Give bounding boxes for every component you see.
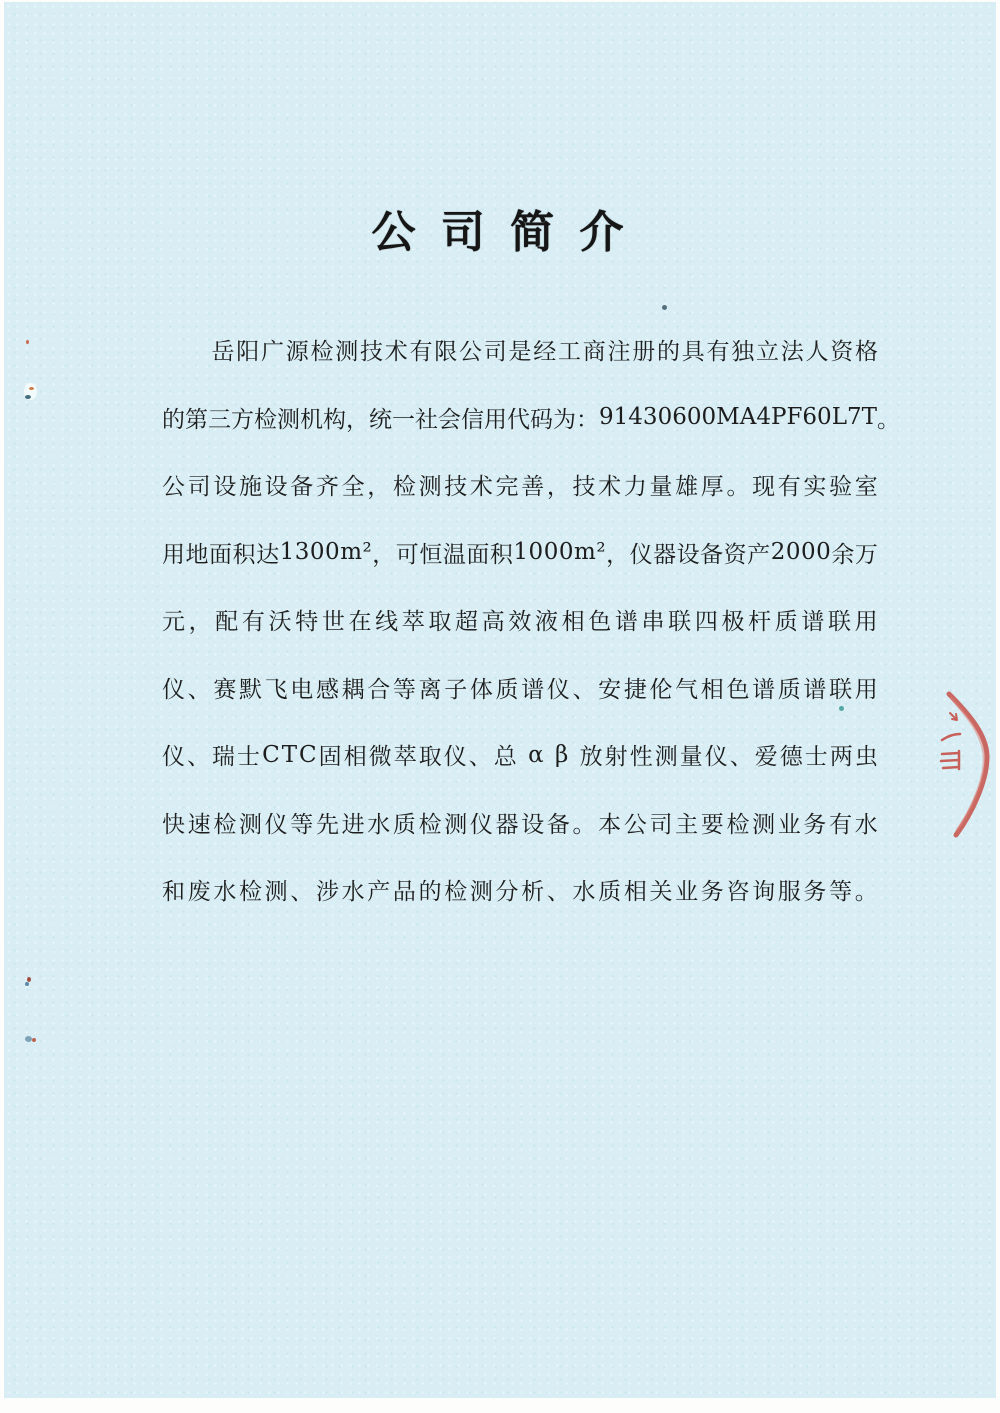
- company-intro-paragraph: [162, 316, 900, 924]
- scan-speck: [29, 387, 34, 390]
- red-seal-stamp-icon: [929, 680, 999, 850]
- scan-speck: [25, 982, 29, 986]
- scan-speck: [662, 305, 667, 310]
- scan-speck: [25, 395, 31, 399]
- document-title: 公 司 简 介: [371, 207, 629, 258]
- paragraph-line: 和 废 水 检 测 、 涉 水 产 品 的 检 测 分 析 、 水 质 相 关 业 务 咨 询 服 务 等 。: [162, 879, 878, 906]
- scanned-page: [4, 2, 996, 1398]
- paragraph-line: 用 地 面 积 达 1 3 0 0 m ² ， 可 恒 温 面 积 1 0 0 0 m ² ， 仪 器 设 备 资 产 2 0 0 0 余 万: [162, 539, 878, 568]
- paragraph-line: 公 司 设 施 设 备 齐 全 ， 检 测 技 术 完 善 ， 技 术 力 量 雄 厚 。 现 有 实 验 室: [162, 474, 878, 501]
- scan-speck: [25, 1036, 32, 1042]
- paragraph-line: 仪 、 赛 默 飞 电 感 耦 合 等 离 子 体 质 谱 仪 、 安 捷 伦 气 相 色 谱 质 谱 联 用: [162, 676, 878, 703]
- scan-speck: [839, 706, 844, 711]
- paragraph-line: 元 ， 配 有 沃 特 世 在 线 萃 取 超 高 效 液 相 色 谱 串 联 四 极 杆 质 谱 联 用: [162, 609, 878, 636]
- paragraph-line: 仪 、 瑞 士 C T C 固 相 微 萃 取 仪 、 总 α β 放 射 性 测 量 仪 、 爱 德 士 两 虫: [162, 741, 878, 771]
- paragraph-line: 快 速 检 测 仪 等 先 进 水 质 检 测 仪 器 设 备 。 本 公 司 主 要 检 测 业 务 有 水: [162, 811, 878, 838]
- scan-speck: [26, 340, 29, 344]
- scan-speck: [32, 1038, 36, 1042]
- paragraph-line: 的 第 三 方 检 测 机 构 ， 统 一 社 会 信 用 代 码 为 ： 9 1 4 3 0 6 0 0 M A 4 P F 6 0 L 7 T 。: [162, 404, 900, 433]
- paragraph-line: 岳 阳 广 源 检 测 技 术 有 限 公 司 是 经 工 商 注 册 的 具 有 独 立 法 人 资 格: [211, 339, 878, 366]
